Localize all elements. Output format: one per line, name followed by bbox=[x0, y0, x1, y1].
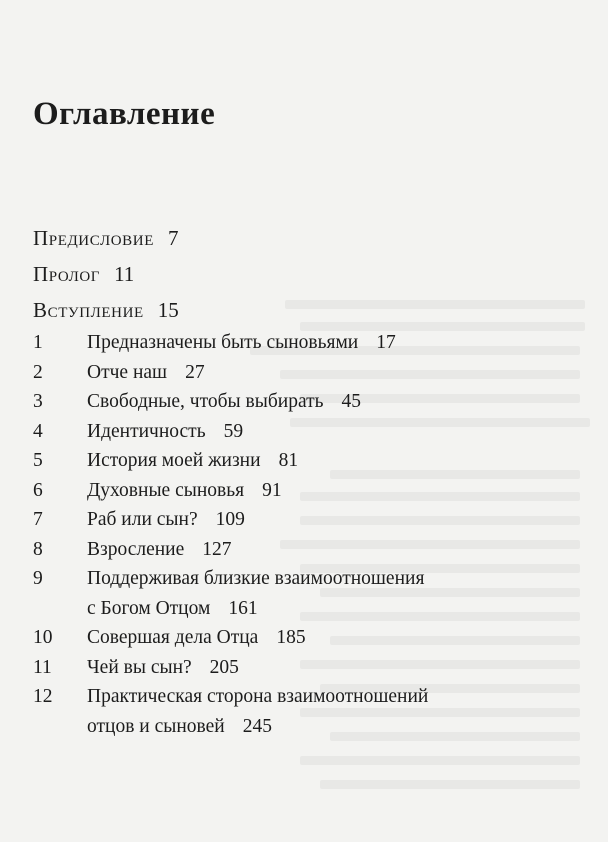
chapter-number: 7 bbox=[33, 509, 43, 530]
toc-chapter-8 bbox=[33, 535, 593, 565]
chapter-title bbox=[87, 623, 593, 653]
chapter-title bbox=[87, 653, 593, 683]
toc-entry-introduction bbox=[33, 292, 593, 328]
chapter-page: 245 bbox=[242, 715, 272, 737]
chapter-title-line: Раб или сын? bbox=[87, 509, 198, 530]
toc-chapter-10 bbox=[33, 623, 593, 653]
chapter-title-line: Чей вы сын? bbox=[87, 656, 192, 678]
chapter-number: 8 bbox=[33, 538, 43, 560]
chapter-page: 205 bbox=[209, 656, 239, 678]
table-of-contents bbox=[33, 220, 593, 741]
chapter-title-line: Идентичность bbox=[87, 420, 206, 442]
chapter-number: 6 bbox=[33, 479, 43, 501]
toc-entry-preface bbox=[33, 220, 593, 256]
chapter-title-line: Свободные, чтобы выбирать bbox=[87, 391, 324, 412]
toc-chapter-11 bbox=[33, 653, 593, 683]
chapter-number: 10 bbox=[33, 627, 53, 648]
chapter-page: 27 bbox=[185, 361, 205, 383]
chapter-number: 9 bbox=[33, 568, 43, 589]
chapter-number: 11 bbox=[33, 656, 52, 678]
chapter-title-line: Взросление bbox=[87, 538, 185, 560]
chapter-title bbox=[87, 682, 593, 741]
chapter-number: 2 bbox=[33, 361, 43, 383]
page-title: Оглавление bbox=[33, 96, 216, 132]
toc-chapter-3 bbox=[33, 387, 593, 417]
chapter-title-line: отцов и сыновей bbox=[87, 715, 225, 737]
toc-chapter-9 bbox=[33, 564, 593, 623]
bleed-through-line bbox=[320, 780, 580, 789]
chapter-title bbox=[87, 358, 593, 388]
chapter-title bbox=[87, 564, 593, 623]
chapter-page: 45 bbox=[341, 391, 362, 412]
chapter-title-line: Совершая дела Отца bbox=[87, 627, 259, 648]
chapter-title-line: Поддерживая близкие взаимоотношения bbox=[87, 568, 425, 589]
toc-entry-page: 7 bbox=[167, 226, 179, 250]
chapter-number: 4 bbox=[33, 420, 43, 442]
chapter-title-line: с Богом Отцом bbox=[87, 597, 211, 619]
toc-chapter-1 bbox=[33, 328, 593, 358]
chapter-title-line: История моей жизни bbox=[87, 450, 261, 471]
toc-chapter-5 bbox=[33, 446, 593, 476]
chapter-number: 1 bbox=[33, 332, 43, 353]
chapter-page: 161 bbox=[228, 597, 258, 619]
chapter-title-line: Духовные сыновья bbox=[87, 479, 245, 501]
chapter-number: 5 bbox=[33, 450, 43, 471]
toc-entry-title: Вступление bbox=[33, 298, 144, 322]
toc-entry-page: 15 bbox=[157, 298, 179, 322]
chapter-number: 12 bbox=[33, 686, 53, 707]
chapter-page: 185 bbox=[276, 627, 306, 648]
toc-entry-title: Пролог bbox=[33, 262, 101, 286]
chapter-page: 17 bbox=[376, 332, 396, 353]
chapter-page: 91 bbox=[262, 479, 282, 501]
chapter-title-line: Предназначены быть сыновьями bbox=[87, 332, 359, 353]
chapter-title-line: Отче наш bbox=[87, 361, 168, 383]
chapter-page: 81 bbox=[278, 450, 299, 471]
toc-entry-prologue bbox=[33, 256, 593, 292]
chapter-title bbox=[87, 505, 593, 535]
chapter-title bbox=[87, 417, 593, 447]
bleed-through-line bbox=[300, 756, 580, 765]
toc-chapter-4 bbox=[33, 417, 593, 447]
toc-entry-page: 11 bbox=[114, 262, 135, 286]
chapter-title bbox=[87, 476, 593, 506]
chapter-title bbox=[87, 328, 593, 358]
chapter-number: 3 bbox=[33, 391, 43, 412]
chapter-page: 127 bbox=[202, 538, 232, 560]
chapter-title bbox=[87, 446, 593, 476]
chapter-page: 59 bbox=[223, 420, 244, 442]
toc-chapter-7 bbox=[33, 505, 593, 535]
toc-chapter-6 bbox=[33, 476, 593, 506]
chapter-title bbox=[87, 387, 593, 417]
toc-chapter-2 bbox=[33, 358, 593, 388]
toc-entry-title: Предисловие bbox=[33, 226, 154, 250]
chapter-page: 109 bbox=[215, 509, 245, 530]
chapter-list bbox=[33, 328, 593, 741]
toc-chapter-12 bbox=[33, 682, 593, 741]
front-matter-list bbox=[33, 220, 593, 328]
chapter-title bbox=[87, 535, 593, 565]
chapter-title-line: Практическая сторона взаимоотношений bbox=[87, 686, 429, 707]
